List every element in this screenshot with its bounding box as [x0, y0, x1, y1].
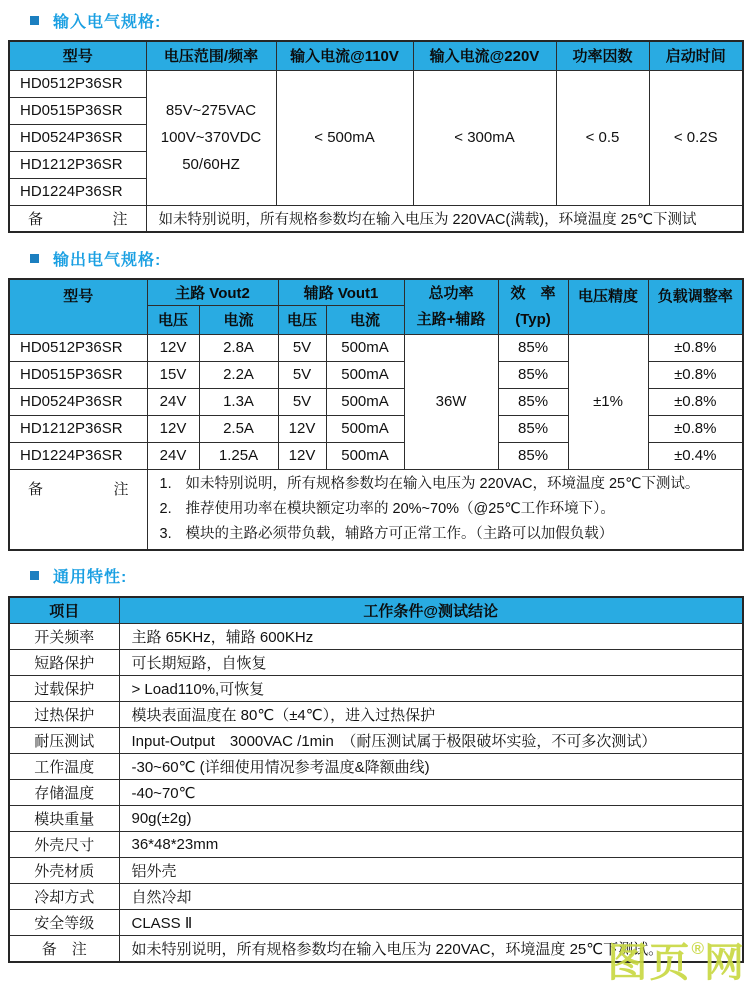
note-line [160, 522, 743, 547]
value-cell: 主路 65KHz，辅路 600KHz [119, 624, 743, 650]
table-row [9, 832, 743, 858]
value-cell: 36*48*23mm [119, 832, 743, 858]
item-cell: 备 注 [9, 936, 119, 962]
table-row [9, 884, 743, 910]
table-row [9, 334, 743, 361]
section-title: 输入电气规格: [53, 13, 162, 31]
aux-current-cell: 500mA [326, 334, 404, 361]
main-current-cell: 2.8A [199, 334, 278, 361]
item-cell: 外壳尺寸 [9, 832, 119, 858]
main-voltage-cell: 12V [147, 334, 199, 361]
note-text: 模块的主路必须带负载，辅路方可正常工作。（主路可以加假负载） [185, 525, 614, 542]
registered-trademark-icon: ® [691, 939, 704, 958]
item-cell: 外壳材质 [9, 858, 119, 884]
voltage-range-line: 100V~370VDC [160, 129, 262, 146]
load-regulation-cell: ±0.8% [648, 415, 743, 442]
model-cell: HD0512P36SR [9, 334, 147, 361]
section-title: 输出电气规格: [53, 251, 162, 269]
table-header-row [9, 279, 743, 305]
table-row [9, 910, 743, 936]
subheader-current: 电流 [199, 305, 278, 334]
watermark-text-right: 网 [704, 941, 746, 985]
watermark-logo [607, 939, 746, 985]
note-number: 3. [159, 525, 172, 542]
square-bullet-icon [30, 254, 39, 263]
main-voltage-cell: 24V [147, 442, 199, 469]
value-cell: > Load110%,可恢复 [119, 676, 743, 702]
section-title: 通用特性: [53, 569, 128, 586]
table-row [9, 728, 743, 754]
header-item: 项目 [9, 597, 119, 624]
startup-time-cell: < 0.2S [649, 70, 743, 205]
note-label-left: 备 [28, 210, 44, 228]
voltage-accuracy-cell: ±1% [568, 334, 648, 469]
efficiency-cell: 85% [498, 415, 568, 442]
table-row [9, 858, 743, 884]
aux-voltage-cell: 5V [278, 334, 326, 361]
subheader-voltage: 电压 [147, 305, 199, 334]
efficiency-cell: 85% [498, 388, 568, 415]
item-cell: 模块重量 [9, 806, 119, 832]
efficiency-cell: 85% [498, 361, 568, 388]
table-row [9, 650, 743, 676]
subheader-voltage: 电压 [278, 305, 326, 334]
aux-current-cell: 500mA [326, 361, 404, 388]
note-row [9, 469, 743, 550]
output-spec-table [8, 278, 744, 551]
efficiency-cell: 85% [498, 442, 568, 469]
main-voltage-cell: 15V [147, 361, 199, 388]
value-cell: CLASS Ⅱ [119, 910, 743, 936]
voltage-range-line: 50/60HZ [182, 156, 240, 173]
note-label-right: 注 [112, 210, 128, 228]
header-voltage-range: 电压范围/频率 [146, 41, 276, 70]
value-cell: 90g(±2g) [119, 806, 743, 832]
table-row [9, 676, 743, 702]
item-cell: 存储温度 [9, 780, 119, 806]
total-power-line2: 主路+辅路 [416, 310, 486, 328]
model-cell: HD0515P36SR [9, 97, 146, 124]
item-cell: 过热保护 [9, 702, 119, 728]
watermark-text-left: 图页 [607, 941, 692, 985]
voltage-range-cell [146, 70, 276, 205]
header-voltage-accuracy: 电压精度 [568, 279, 648, 334]
aux-current-cell: 500mA [326, 388, 404, 415]
note-label-cell [9, 205, 146, 232]
load-regulation-cell: ±0.8% [648, 334, 743, 361]
subheader-current: 电流 [326, 305, 404, 334]
header-current-220: 输入电流@220V [413, 41, 556, 70]
note-label-right: 注 [113, 480, 129, 498]
note-line [160, 472, 743, 497]
main-current-cell: 1.25A [199, 442, 278, 469]
header-aux-output: 辅路 Vout1 [278, 279, 404, 305]
value-cell: 可长期短路，自恢复 [119, 650, 743, 676]
table-row [9, 624, 743, 650]
header-conditions: 工作条件@测试结论 [119, 597, 743, 624]
efficiency-line2: (Typ) [515, 310, 551, 328]
aux-voltage-cell: 5V [278, 388, 326, 415]
aux-current-cell: 500mA [326, 442, 404, 469]
main-current-cell: 2.5A [199, 415, 278, 442]
model-cell: HD1224P36SR [9, 178, 146, 205]
header-total-power [404, 279, 498, 334]
value-cell: 自然冷却 [119, 884, 743, 910]
power-factor-cell: < 0.5 [556, 70, 649, 205]
aux-voltage-cell: 12V [278, 415, 326, 442]
model-cell: HD0515P36SR [9, 361, 147, 388]
aux-voltage-cell: 12V [278, 442, 326, 469]
square-bullet-icon [30, 16, 39, 25]
table-row [9, 70, 743, 97]
value-cell: -40~70℃ [119, 780, 743, 806]
header-current-110: 输入电流@110V [276, 41, 413, 70]
item-cell: 短路保护 [9, 650, 119, 676]
model-cell: HD0524P36SR [9, 388, 147, 415]
table-header-row [9, 41, 743, 70]
current-220-cell: < 300mA [413, 70, 556, 205]
item-cell: 开关频率 [9, 624, 119, 650]
square-bullet-icon [30, 571, 39, 580]
table-row [9, 702, 743, 728]
note-label-left: 备 [28, 480, 44, 498]
table-row [9, 754, 743, 780]
total-power-cell: 36W [404, 334, 498, 469]
main-current-cell: 1.3A [199, 388, 278, 415]
header-model: 型号 [9, 41, 146, 70]
value-cell: 如未特别说明，所有规格参数均在输入电压为 220VAC，环境温度 25℃下测试。 [119, 936, 743, 962]
main-voltage-cell: 12V [147, 415, 199, 442]
model-cell: HD1224P36SR [9, 442, 147, 469]
load-regulation-cell: ±0.8% [648, 361, 743, 388]
note-text: 如未特别说明，所有规格参数均在输入电压为 220VAC，环境温度 25℃下测试。 [185, 475, 700, 492]
model-cell: HD0512P36SR [9, 70, 146, 97]
note-number: 2. [159, 500, 172, 517]
aux-current-cell: 500mA [326, 415, 404, 442]
efficiency-line1: 效 率 [510, 284, 556, 302]
general-characteristics-table [8, 596, 744, 963]
item-cell: 冷却方式 [9, 884, 119, 910]
main-current-cell: 2.2A [199, 361, 278, 388]
input-spec-table [8, 40, 744, 233]
header-startup-time: 启动时间 [649, 41, 743, 70]
current-110-cell: < 500mA [276, 70, 413, 205]
header-model: 型号 [9, 279, 147, 334]
value-cell: 模块表面温度在 80℃（±4℃），进入过热保护 [119, 702, 743, 728]
table-row [9, 806, 743, 832]
load-regulation-cell: ±0.4% [648, 442, 743, 469]
model-cell: HD1212P36SR [9, 415, 147, 442]
note-number: 1. [159, 475, 172, 492]
total-power-line1: 总功率 [428, 284, 474, 302]
table-row [9, 780, 743, 806]
note-line [160, 497, 743, 522]
header-main-output: 主路 Vout2 [147, 279, 278, 305]
item-cell: 耐压测试 [9, 728, 119, 754]
table-header-row [9, 597, 743, 624]
section-heading-input [30, 9, 742, 31]
item-cell: 过载保护 [9, 676, 119, 702]
aux-voltage-cell: 5V [278, 361, 326, 388]
header-load-regulation: 负载调整率 [648, 279, 743, 334]
note-text-cell: 如未特别说明，所有规格参数均在输入电压为 220VAC(满载)，环境温度 25℃下测试 [146, 205, 743, 232]
note-label-cell [9, 469, 147, 550]
value-cell: 铝外壳 [119, 858, 743, 884]
item-cell: 工作温度 [9, 754, 119, 780]
main-voltage-cell: 24V [147, 388, 199, 415]
note-text: 推荐使用功率在模块额定功率的 20%~70%（@25℃工作环境下）。 [185, 500, 615, 517]
notes-cell [147, 469, 743, 550]
note-row [9, 205, 743, 232]
header-power-factor: 功率因数 [556, 41, 649, 70]
header-efficiency [498, 279, 568, 334]
value-cell: -30~60℃ (详细使用情况参考温度&降额曲线) [119, 754, 743, 780]
efficiency-cell: 85% [498, 334, 568, 361]
section-heading-general [30, 565, 742, 587]
voltage-range-line: 85V~275VAC [165, 102, 257, 119]
item-cell: 安全等级 [9, 910, 119, 936]
section-heading-output [30, 247, 742, 269]
load-regulation-cell: ±0.8% [648, 388, 743, 415]
model-cell: HD0524P36SR [9, 124, 146, 151]
model-cell: HD1212P36SR [9, 151, 146, 178]
value-cell: Input-Output 3000VAC /1min （耐压测试属于极限破坏实验，不可多次测试） [119, 728, 743, 754]
